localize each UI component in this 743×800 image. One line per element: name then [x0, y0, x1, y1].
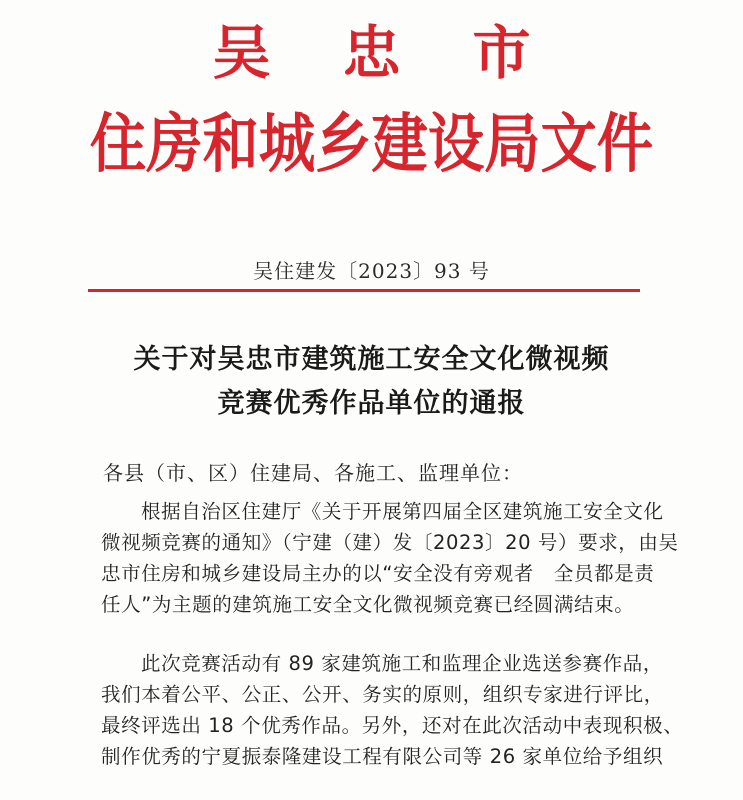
paragraph-line: 根据自治区住建厅《关于开展第四届全区建筑施工安全文化 — [141, 500, 664, 523]
paragraph-line: 我们本着公平、公正、公开、务实的原则，组织专家进行评比， — [101, 683, 664, 706]
paragraph-1 — [101, 496, 679, 620]
paragraph-line: 此次竞赛活动有 89 家建筑施工和监理企业选送参赛作品， — [141, 652, 664, 675]
paragraph-line: 最终评选出 18 个优秀作品。另外，还对在此次活动中表现积极、 — [101, 714, 684, 737]
paragraph-line: 忠市住房和城乡建设局主办的以“安全没有旁观者 全员都是责 — [101, 562, 655, 585]
document-number: 吴住建发〔2023〕93 号 — [253, 259, 490, 283]
red-divider-rule — [88, 289, 640, 292]
issuer-department-heading: 住房和城乡建设局文件 — [89, 107, 654, 182]
paragraph-line: 任人”为主题的建筑施工安全文化微视频竞赛已经圆满结束。 — [101, 593, 635, 616]
document-title-line-1: 关于对吴忠市建筑施工安全文化微视频 — [133, 344, 610, 375]
issuer-city-heading: 吴忠市 — [212, 19, 603, 87]
document-title-line-2: 竞赛优秀作品单位的通报 — [217, 388, 526, 419]
paragraph-line: 制作优秀的宁夏振泰隆建设工程有限公司等 26 家单位给予组织 — [101, 745, 664, 768]
document-title — [0, 338, 743, 426]
paragraph-line: 微视频竞赛的通知》（宁建（建）发〔2023〕20 号）要求，由吴 — [101, 531, 679, 554]
paragraph-2 — [101, 648, 684, 772]
salutation: 各县（市、区）住建局、各施工、监理单位： — [103, 461, 523, 485]
